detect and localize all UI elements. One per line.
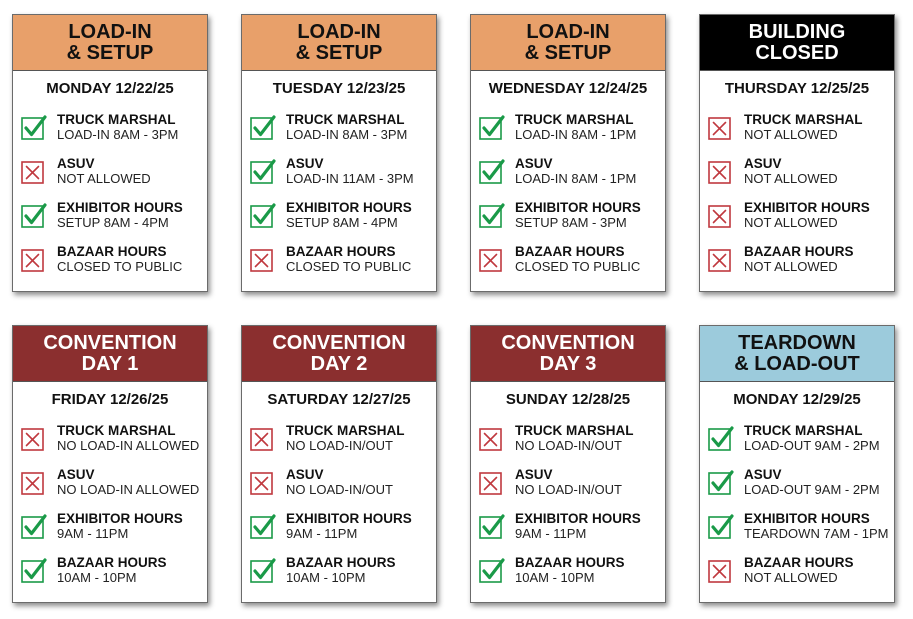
item-detail: NOT ALLOWED: [744, 570, 838, 585]
schedule-item-exhibitor-hours: [700, 511, 894, 555]
schedule-item-exhibitor-hours: [471, 200, 665, 244]
schedule-item-truck-marshal: [471, 423, 665, 467]
item-detail: TEARDOWN 7AM - 1PM: [744, 526, 889, 541]
item-detail: 9AM - 11PM: [286, 526, 358, 541]
schedule-card: [699, 14, 895, 292]
checkmark-icon: [21, 115, 45, 139]
item-detail: NO LOAD-IN/OUT: [286, 438, 393, 453]
schedule-item-truck-marshal: [242, 423, 436, 467]
item-title: ASUV: [515, 467, 553, 482]
item-detail: NOT ALLOWED: [744, 171, 838, 186]
item-title: BAZAAR HOURS: [744, 555, 854, 570]
checkmark-icon: [479, 203, 503, 227]
schedule-item-list: [471, 423, 665, 599]
x-icon: [21, 159, 45, 183]
x-icon: [708, 203, 732, 227]
schedule-item-asuv: [242, 156, 436, 200]
schedule-item-bazaar-hours: [13, 555, 207, 599]
item-title: TRUCK MARSHAL: [744, 423, 863, 438]
item-detail: LOAD-IN 8AM - 1PM: [515, 127, 637, 142]
schedule-item-truck-marshal: [700, 423, 894, 467]
item-detail: NOT ALLOWED: [744, 127, 838, 142]
checkmark-icon: [708, 470, 732, 494]
item-title: EXHIBITOR HOURS: [744, 511, 870, 526]
item-title: EXHIBITOR HOURS: [286, 511, 412, 526]
item-title: TRUCK MARSHAL: [286, 423, 405, 438]
schedule-item-bazaar-hours: [700, 555, 894, 599]
card-header: CONVENTION DAY 3: [471, 326, 665, 382]
x-icon: [250, 470, 274, 494]
schedule-item-truck-marshal: [13, 423, 207, 467]
schedule-card: [12, 325, 208, 603]
item-title: ASUV: [744, 156, 782, 171]
schedule-item-asuv: [242, 467, 436, 511]
checkmark-icon: [479, 159, 503, 183]
checkmark-icon: [21, 203, 45, 227]
item-title: EXHIBITOR HOURS: [286, 200, 412, 215]
schedule-item-bazaar-hours: [700, 244, 894, 288]
schedule-item-truck-marshal: [13, 112, 207, 156]
item-title: EXHIBITOR HOURS: [57, 200, 183, 215]
card-date: WEDNESDAY 12/24/25: [488, 80, 648, 97]
schedule-card: [470, 14, 666, 292]
schedule-card: [699, 325, 895, 603]
schedule-item-truck-marshal: [471, 112, 665, 156]
item-detail: SETUP 8AM - 4PM: [57, 215, 169, 230]
item-detail: NO LOAD-IN ALLOWED: [57, 482, 200, 497]
checkmark-icon: [250, 558, 274, 582]
schedule-item-bazaar-hours: [242, 555, 436, 599]
item-title: ASUV: [286, 467, 324, 482]
item-detail: LOAD-IN 8AM - 1PM: [515, 171, 637, 186]
schedule-item-exhibitor-hours: [13, 200, 207, 244]
item-detail: NOT ALLOWED: [744, 215, 838, 230]
x-icon: [708, 115, 732, 139]
item-title: TRUCK MARSHAL: [515, 423, 634, 438]
x-icon: [250, 247, 274, 271]
checkmark-icon: [479, 514, 503, 538]
item-title: ASUV: [286, 156, 324, 171]
item-detail: SETUP 8AM - 4PM: [286, 215, 398, 230]
schedule-item-bazaar-hours: [471, 244, 665, 288]
x-icon: [250, 426, 274, 450]
schedule-item-asuv: [700, 467, 894, 511]
card-header: CONVENTION DAY 2: [242, 326, 436, 382]
item-title: BAZAAR HOURS: [286, 244, 396, 259]
schedule-card: [12, 14, 208, 292]
schedule-item-exhibitor-hours: [242, 511, 436, 555]
item-title: TRUCK MARSHAL: [286, 112, 405, 127]
item-detail: SETUP 8AM - 3PM: [515, 215, 627, 230]
item-detail: 10AM - 10PM: [286, 570, 366, 585]
card-header: LOAD-IN & SETUP: [471, 15, 665, 71]
schedule-item-truck-marshal: [700, 112, 894, 156]
item-title: BAZAAR HOURS: [57, 555, 167, 570]
item-title: ASUV: [57, 467, 95, 482]
item-detail: CLOSED TO PUBLIC: [515, 259, 641, 274]
item-detail: LOAD-OUT 9AM - 2PM: [744, 482, 880, 497]
checkmark-icon: [250, 203, 274, 227]
schedule-item-list: [13, 423, 207, 599]
checkmark-icon: [479, 558, 503, 582]
item-title: BAZAAR HOURS: [57, 244, 167, 259]
checkmark-icon: [479, 115, 503, 139]
item-detail: NOT ALLOWED: [744, 259, 838, 274]
x-icon: [21, 247, 45, 271]
checkmark-icon: [708, 426, 732, 450]
schedule-item-exhibitor-hours: [700, 200, 894, 244]
schedule-item-bazaar-hours: [242, 244, 436, 288]
checkmark-icon: [250, 115, 274, 139]
item-detail: NO LOAD-IN/OUT: [515, 482, 622, 497]
card-header: CONVENTION DAY 1: [13, 326, 207, 382]
x-icon: [708, 558, 732, 582]
x-icon: [479, 470, 503, 494]
card-date: MONDAY 12/22/25: [46, 80, 174, 97]
card-date: FRIDAY 12/26/25: [51, 391, 169, 408]
item-title: TRUCK MARSHAL: [57, 112, 176, 127]
schedule-item-list: [471, 112, 665, 288]
card-header: BUILDING CLOSED: [700, 15, 894, 71]
x-icon: [479, 247, 503, 271]
item-title: BAZAAR HOURS: [515, 244, 625, 259]
item-detail: 9AM - 11PM: [515, 526, 587, 541]
schedule-item-list: [242, 423, 436, 599]
x-icon: [708, 159, 732, 183]
schedule-item-asuv: [13, 156, 207, 200]
schedule-item-list: [700, 112, 894, 288]
schedule-item-bazaar-hours: [471, 555, 665, 599]
checkmark-icon: [21, 514, 45, 538]
item-detail: NO LOAD-IN/OUT: [286, 482, 393, 497]
schedule-item-exhibitor-hours: [471, 511, 665, 555]
item-detail: 9AM - 11PM: [57, 526, 129, 541]
card-date: TUESDAY 12/23/25: [272, 80, 406, 97]
checkmark-icon: [250, 159, 274, 183]
item-title: BAZAAR HOURS: [744, 244, 854, 259]
schedule-card: [470, 325, 666, 603]
card-header: LOAD-IN & SETUP: [13, 15, 207, 71]
item-detail: 10AM - 10PM: [57, 570, 137, 585]
schedule-item-asuv: [13, 467, 207, 511]
card-date: SUNDAY 12/28/25: [505, 391, 631, 408]
item-title: ASUV: [744, 467, 782, 482]
x-icon: [21, 470, 45, 494]
item-detail: CLOSED TO PUBLIC: [57, 259, 183, 274]
item-detail: 10AM - 10PM: [515, 570, 595, 585]
card-date: THURSDAY 12/25/25: [724, 80, 870, 97]
schedule-item-asuv: [471, 156, 665, 200]
item-title: TRUCK MARSHAL: [744, 112, 863, 127]
item-detail: NOT ALLOWED: [57, 171, 151, 186]
schedule-item-asuv: [700, 156, 894, 200]
item-title: EXHIBITOR HOURS: [57, 511, 183, 526]
card-date: SATURDAY 12/27/25: [267, 391, 411, 408]
schedule-item-truck-marshal: [242, 112, 436, 156]
item-detail: LOAD-IN 8AM - 3PM: [57, 127, 179, 142]
schedule-item-list: [242, 112, 436, 288]
item-detail: LOAD-IN 11AM - 3PM: [286, 171, 414, 186]
schedule-card: [241, 325, 437, 603]
item-title: TRUCK MARSHAL: [57, 423, 176, 438]
schedule-card: [241, 14, 437, 292]
schedule-item-exhibitor-hours: [242, 200, 436, 244]
schedule-item-asuv: [471, 467, 665, 511]
item-title: BAZAAR HOURS: [286, 555, 396, 570]
item-title: EXHIBITOR HOURS: [515, 200, 641, 215]
item-title: BAZAAR HOURS: [515, 555, 625, 570]
item-detail: LOAD-IN 8AM - 3PM: [286, 127, 408, 142]
card-header: TEARDOWN & LOAD-OUT: [700, 326, 894, 382]
item-detail: NO LOAD-IN ALLOWED: [57, 438, 200, 453]
schedule-item-exhibitor-hours: [13, 511, 207, 555]
schedule-item-bazaar-hours: [13, 244, 207, 288]
item-detail: CLOSED TO PUBLIC: [286, 259, 412, 274]
item-title: EXHIBITOR HOURS: [515, 511, 641, 526]
schedule-item-list: [700, 423, 894, 599]
x-icon: [708, 247, 732, 271]
item-title: TRUCK MARSHAL: [515, 112, 634, 127]
schedule-item-list: [13, 112, 207, 288]
item-title: EXHIBITOR HOURS: [744, 200, 870, 215]
item-title: ASUV: [57, 156, 95, 171]
item-detail: LOAD-OUT 9AM - 2PM: [744, 438, 880, 453]
checkmark-icon: [21, 558, 45, 582]
checkmark-icon: [250, 514, 274, 538]
x-icon: [21, 426, 45, 450]
x-icon: [479, 426, 503, 450]
card-header: LOAD-IN & SETUP: [242, 15, 436, 71]
checkmark-icon: [708, 514, 732, 538]
item-detail: NO LOAD-IN/OUT: [515, 438, 622, 453]
card-date: MONDAY 12/29/25: [733, 391, 861, 408]
item-title: ASUV: [515, 156, 553, 171]
